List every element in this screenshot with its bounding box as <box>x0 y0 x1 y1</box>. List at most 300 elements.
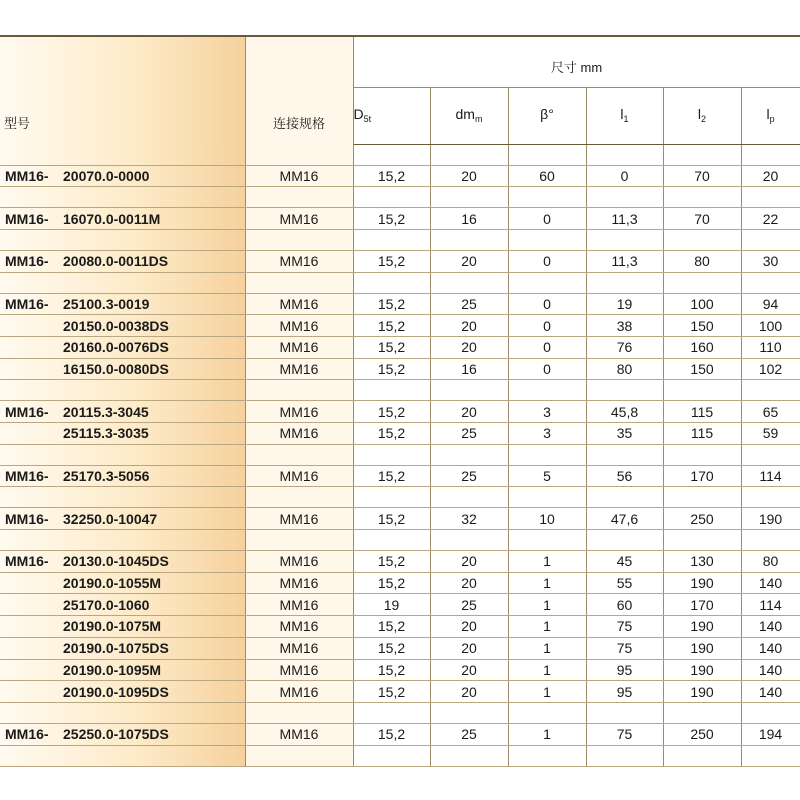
model-code: 16070.0-0011M <box>63 210 161 227</box>
spacer-cell <box>663 702 741 723</box>
spacer-cell <box>586 380 663 401</box>
spacer-row <box>0 702 800 723</box>
connection-column-header <box>245 36 353 144</box>
lp-cell: 190 <box>741 508 800 530</box>
d5t-cell: 15,2 <box>353 572 430 594</box>
model-prefix: MM16- <box>5 553 49 570</box>
model-code: 20190.0-1075M <box>63 618 162 635</box>
dmm-cell: 20 <box>430 165 508 187</box>
l1-cell: 0 <box>586 165 663 187</box>
lp-cell: 100 <box>741 315 800 337</box>
d5t-cell: 15,2 <box>353 637 430 659</box>
beta-cell: 0 <box>508 250 586 272</box>
spacer-cell <box>508 272 586 293</box>
spacer-cell <box>353 444 430 465</box>
spacer-cell <box>245 144 353 165</box>
connection-cell: MM16 <box>245 250 353 272</box>
lp-cell: 194 <box>741 723 800 745</box>
connection-cell: MM16 <box>245 659 353 681</box>
beta-cell: 1 <box>508 681 586 703</box>
beta-cell: 3 <box>508 423 586 445</box>
l1-cell: 60 <box>586 594 663 616</box>
model-code: 20190.0-1055M <box>63 575 162 592</box>
model-cell <box>0 401 245 423</box>
spacer-cell <box>430 187 508 208</box>
spacer-cell <box>245 272 353 293</box>
l2-cell: 190 <box>663 616 741 638</box>
l2-cell: 190 <box>663 681 741 703</box>
dimension-group-label: 尺寸 mm <box>550 60 603 76</box>
spacer-cell <box>586 272 663 293</box>
connection-cell: MM16 <box>245 681 353 703</box>
model-cell <box>0 165 245 187</box>
spacer-cell <box>508 530 586 551</box>
connection-cell: MM16 <box>245 401 353 423</box>
model-cell <box>0 594 245 616</box>
table-row <box>0 315 800 337</box>
spacer-cell <box>586 745 663 766</box>
beta-cell: 10 <box>508 508 586 530</box>
dmm-cell: 25 <box>430 293 508 315</box>
dmm-cell: 20 <box>430 401 508 423</box>
model-code: 20070.0-0000 <box>63 167 150 184</box>
spacer-cell <box>586 530 663 551</box>
table-row <box>0 358 800 380</box>
model-prefix: MM16- <box>5 253 49 270</box>
dmm-cell: 25 <box>430 465 508 487</box>
spacer-cell <box>430 530 508 551</box>
d5t-cell: 15,2 <box>353 423 430 445</box>
model-code: 32250.0-10047 <box>63 510 158 527</box>
lp-cell: 140 <box>741 572 800 594</box>
spacer-cell <box>663 745 741 766</box>
spacer-cell <box>353 745 430 766</box>
connection-cell: MM16 <box>245 465 353 487</box>
lp-cell: 65 <box>741 401 800 423</box>
lp-cell: 140 <box>741 637 800 659</box>
spacer-cell <box>245 444 353 465</box>
spacer-cell <box>0 702 245 723</box>
spacer-row <box>0 380 800 401</box>
dmm-cell: 25 <box>430 594 508 616</box>
l2-cell: 170 <box>663 594 741 616</box>
spacer-cell <box>0 229 245 250</box>
table-row <box>0 465 800 487</box>
lp-cell: 140 <box>741 681 800 703</box>
l2-cell: 70 <box>663 165 741 187</box>
spacer-cell <box>0 144 245 165</box>
spacer-cell <box>741 380 800 401</box>
model-code: 25115.3-3035 <box>63 425 149 442</box>
connection-cell: MM16 <box>245 293 353 315</box>
l1-cell: 75 <box>586 637 663 659</box>
l2-cell: 100 <box>663 293 741 315</box>
table-row <box>0 401 800 423</box>
connection-cell: MM16 <box>245 508 353 530</box>
l1-cell: 45,8 <box>586 401 663 423</box>
spacer-cell <box>741 444 800 465</box>
spacer-cell <box>586 187 663 208</box>
model-cell <box>0 315 245 337</box>
spacer-cell <box>0 380 245 401</box>
dimension-group-header <box>353 36 800 87</box>
model-prefix: MM16- <box>5 726 49 743</box>
table-row <box>0 723 800 745</box>
spacer-cell <box>245 530 353 551</box>
model-cell <box>0 551 245 573</box>
beta-cell: 1 <box>508 594 586 616</box>
model-code: 20190.0-1095DS <box>63 683 169 700</box>
model-cell <box>0 681 245 703</box>
lp-cell: 22 <box>741 208 800 230</box>
model-prefix: MM16- <box>5 468 49 485</box>
spacer-row <box>0 144 800 165</box>
connection-cell: MM16 <box>245 315 353 337</box>
dmm-cell: 25 <box>430 423 508 445</box>
spacer-cell <box>0 487 245 508</box>
table-row <box>0 423 800 445</box>
dim-header-lp: $l_p$ <box>741 87 800 144</box>
connection-cell: MM16 <box>245 358 353 380</box>
beta-cell: 5 <box>508 465 586 487</box>
spacer-cell <box>741 530 800 551</box>
dmm-cell: 20 <box>430 250 508 272</box>
beta-cell: 0 <box>508 293 586 315</box>
l2-cell: 130 <box>663 551 741 573</box>
model-cell <box>0 616 245 638</box>
spacer-row <box>0 444 800 465</box>
spacer-cell <box>741 487 800 508</box>
model-cell <box>0 336 245 358</box>
spacer-cell <box>586 144 663 165</box>
d5t-cell: 15,2 <box>353 336 430 358</box>
table-row <box>0 572 800 594</box>
model-code: 20160.0-0076DS <box>63 339 169 356</box>
spacer-row <box>0 187 800 208</box>
d5t-cell: 19 <box>353 594 430 616</box>
dim-header-beta: β° <box>508 87 586 144</box>
spacer-cell <box>508 187 586 208</box>
spacer-cell <box>741 187 800 208</box>
lp-cell: 110 <box>741 336 800 358</box>
lp-cell: 59 <box>741 423 800 445</box>
l2-cell: 70 <box>663 208 741 230</box>
spacer-cell <box>245 745 353 766</box>
l1-cell: 75 <box>586 616 663 638</box>
spacer-row <box>0 745 800 766</box>
spacer-cell <box>508 229 586 250</box>
beta-cell: 1 <box>508 551 586 573</box>
l2-cell: 150 <box>663 315 741 337</box>
beta-cell: 1 <box>508 723 586 745</box>
spacer-cell <box>430 487 508 508</box>
beta-cell: 1 <box>508 637 586 659</box>
spacer-cell <box>508 444 586 465</box>
spacer-cell <box>508 380 586 401</box>
model-cell <box>0 208 245 230</box>
beta-cell: 1 <box>508 659 586 681</box>
d5t-cell: 15,2 <box>353 401 430 423</box>
dim-header-dmm: $dm_m$ <box>430 87 508 144</box>
spacer-cell <box>245 380 353 401</box>
l1-cell: 80 <box>586 358 663 380</box>
d5t-cell: 15,2 <box>353 315 430 337</box>
d5t-cell: 15,2 <box>353 551 430 573</box>
l1-cell: 11,3 <box>586 250 663 272</box>
spacer-cell <box>586 487 663 508</box>
model-prefix: MM16- <box>5 295 49 312</box>
l2-cell: 150 <box>663 358 741 380</box>
model-prefix: MM16- <box>5 210 49 227</box>
connection-cell: MM16 <box>245 637 353 659</box>
dmm-cell: 20 <box>430 637 508 659</box>
l1-cell: 55 <box>586 572 663 594</box>
dmm-cell: 25 <box>430 723 508 745</box>
spacer-cell <box>353 187 430 208</box>
l2-cell: 170 <box>663 465 741 487</box>
beta-cell: 3 <box>508 401 586 423</box>
model-cell <box>0 358 245 380</box>
table-row <box>0 551 800 573</box>
spacer-cell <box>741 229 800 250</box>
spacer-cell <box>663 444 741 465</box>
d5t-cell: 15,2 <box>353 723 430 745</box>
table-row <box>0 637 800 659</box>
connection-cell: MM16 <box>245 616 353 638</box>
model-cell <box>0 659 245 681</box>
lp-cell: 80 <box>741 551 800 573</box>
spacer-cell <box>663 229 741 250</box>
model-code: 25250.0-1075DS <box>63 726 169 743</box>
model-prefix: MM16- <box>5 403 49 420</box>
spacer-cell <box>353 487 430 508</box>
spacer-cell <box>245 487 353 508</box>
model-code: 20190.0-1075DS <box>63 640 169 657</box>
l1-cell: 35 <box>586 423 663 445</box>
dmm-cell: 20 <box>430 681 508 703</box>
spacer-cell <box>353 380 430 401</box>
beta-cell: 1 <box>508 572 586 594</box>
dim-header-d5t: $D_{5t}$ <box>353 87 430 144</box>
spacer-cell <box>430 745 508 766</box>
l2-cell: 250 <box>663 508 741 530</box>
l1-cell: 11,3 <box>586 208 663 230</box>
connection-cell: MM16 <box>245 423 353 445</box>
model-code: 25170.0-1060 <box>63 596 150 613</box>
lp-cell: 102 <box>741 358 800 380</box>
spacer-cell <box>0 745 245 766</box>
d5t-cell: 15,2 <box>353 208 430 230</box>
lp-cell: 140 <box>741 659 800 681</box>
l2-cell: 115 <box>663 401 741 423</box>
dmm-cell: 32 <box>430 508 508 530</box>
beta-cell: 0 <box>508 336 586 358</box>
l2-cell: 80 <box>663 250 741 272</box>
dmm-cell: 20 <box>430 616 508 638</box>
table-row <box>0 250 800 272</box>
beta-cell: 1 <box>508 616 586 638</box>
spacer-cell <box>663 272 741 293</box>
spacer-row <box>0 229 800 250</box>
table-row <box>0 208 800 230</box>
d5t-cell: 15,2 <box>353 616 430 638</box>
model-code: 20080.0-0011DS <box>63 253 169 270</box>
spacer-row <box>0 487 800 508</box>
table-row <box>0 293 800 315</box>
spacer-cell <box>430 272 508 293</box>
l2-cell: 160 <box>663 336 741 358</box>
model-cell <box>0 637 245 659</box>
spacer-cell <box>0 530 245 551</box>
model-prefix: MM16- <box>5 510 49 527</box>
spacer-cell <box>508 487 586 508</box>
lp-cell: 114 <box>741 594 800 616</box>
l2-cell: 190 <box>663 659 741 681</box>
dmm-cell: 20 <box>430 551 508 573</box>
connection-cell: MM16 <box>245 208 353 230</box>
table-row <box>0 336 800 358</box>
dim-header-l2: $l_2$ <box>663 87 741 144</box>
model-cell <box>0 508 245 530</box>
spacer-cell <box>663 187 741 208</box>
spacer-cell <box>741 702 800 723</box>
connection-cell: MM16 <box>245 572 353 594</box>
d5t-cell: 15,2 <box>353 659 430 681</box>
spacer-cell <box>663 380 741 401</box>
dim-header-l1: $l_1$ <box>586 87 663 144</box>
spacer-cell <box>353 144 430 165</box>
lp-cell: 94 <box>741 293 800 315</box>
table-row <box>0 508 800 530</box>
lp-cell: 20 <box>741 165 800 187</box>
model-code: 20150.0-0038DS <box>63 317 169 334</box>
beta-cell: 0 <box>508 315 586 337</box>
d5t-cell: 15,2 <box>353 293 430 315</box>
lp-cell: 140 <box>741 616 800 638</box>
l1-cell: 95 <box>586 659 663 681</box>
l1-cell: 38 <box>586 315 663 337</box>
spacer-cell <box>430 380 508 401</box>
spacer-cell <box>353 229 430 250</box>
connection-cell: MM16 <box>245 551 353 573</box>
model-code: 20115.3-3045 <box>63 403 149 420</box>
spacer-cell <box>430 702 508 723</box>
lp-cell: 30 <box>741 250 800 272</box>
spacer-cell <box>0 272 245 293</box>
dmm-cell: 20 <box>430 572 508 594</box>
model-cell <box>0 465 245 487</box>
spacer-cell <box>663 144 741 165</box>
model-column-header <box>0 36 245 144</box>
spacer-cell <box>0 187 245 208</box>
dmm-cell: 16 <box>430 358 508 380</box>
d5t-cell: 15,2 <box>353 250 430 272</box>
model-cell <box>0 572 245 594</box>
spacer-cell <box>508 144 586 165</box>
model-code: 25170.3-5056 <box>63 468 150 485</box>
d5t-cell: 15,2 <box>353 681 430 703</box>
dmm-cell: 20 <box>430 659 508 681</box>
dmm-cell: 20 <box>430 336 508 358</box>
header-row-top <box>0 36 800 87</box>
l1-cell: 45 <box>586 551 663 573</box>
table-row <box>0 659 800 681</box>
connection-header-label: 连接规格 <box>272 116 325 131</box>
dmm-cell: 16 <box>430 208 508 230</box>
model-code: 25100.3-0019 <box>63 295 150 312</box>
spacer-cell <box>663 530 741 551</box>
spacer-cell <box>430 144 508 165</box>
spacer-row <box>0 272 800 293</box>
spacer-cell <box>0 444 245 465</box>
lp-cell: 114 <box>741 465 800 487</box>
l2-cell: 190 <box>663 572 741 594</box>
d5t-cell: 15,2 <box>353 465 430 487</box>
model-header-label: 型号 <box>4 116 31 131</box>
spacer-cell <box>430 444 508 465</box>
l1-cell: 47,6 <box>586 508 663 530</box>
spacer-cell <box>586 229 663 250</box>
model-code: 20190.0-1095M <box>63 661 162 678</box>
model-cell <box>0 293 245 315</box>
model-cell <box>0 423 245 445</box>
spacer-cell <box>586 444 663 465</box>
l2-cell: 115 <box>663 423 741 445</box>
connection-cell: MM16 <box>245 594 353 616</box>
model-prefix: MM16- <box>5 167 49 184</box>
l1-cell: 19 <box>586 293 663 315</box>
d5t-cell: 15,2 <box>353 508 430 530</box>
spacer-cell <box>353 702 430 723</box>
beta-cell: 0 <box>508 358 586 380</box>
connection-cell: MM16 <box>245 165 353 187</box>
l2-cell: 190 <box>663 637 741 659</box>
l1-cell: 56 <box>586 465 663 487</box>
spacer-cell <box>663 487 741 508</box>
spacer-cell <box>245 229 353 250</box>
l1-cell: 76 <box>586 336 663 358</box>
spacer-cell <box>741 272 800 293</box>
spacer-cell <box>741 144 800 165</box>
beta-cell: 60 <box>508 165 586 187</box>
spacer-cell <box>353 530 430 551</box>
beta-cell: 0 <box>508 208 586 230</box>
spacer-cell <box>508 745 586 766</box>
spacer-cell <box>508 702 586 723</box>
model-cell <box>0 723 245 745</box>
model-code: 16150.0-0080DS <box>63 360 169 377</box>
model-code: 20130.0-1045DS <box>63 553 169 570</box>
connection-cell: MM16 <box>245 336 353 358</box>
spacer-cell <box>741 745 800 766</box>
spacer-cell <box>245 702 353 723</box>
model-cell <box>0 250 245 272</box>
d5t-cell: 15,2 <box>353 358 430 380</box>
connection-cell: MM16 <box>245 723 353 745</box>
spacer-cell <box>586 702 663 723</box>
table-row <box>0 616 800 638</box>
l1-cell: 95 <box>586 681 663 703</box>
spacer-cell <box>353 272 430 293</box>
d5t-cell: 15,2 <box>353 165 430 187</box>
spacer-cell <box>245 187 353 208</box>
l2-cell: 250 <box>663 723 741 745</box>
spacer-row <box>0 530 800 551</box>
table-row <box>0 165 800 187</box>
table-row <box>0 681 800 703</box>
table-body <box>0 36 800 766</box>
dmm-cell: 20 <box>430 315 508 337</box>
